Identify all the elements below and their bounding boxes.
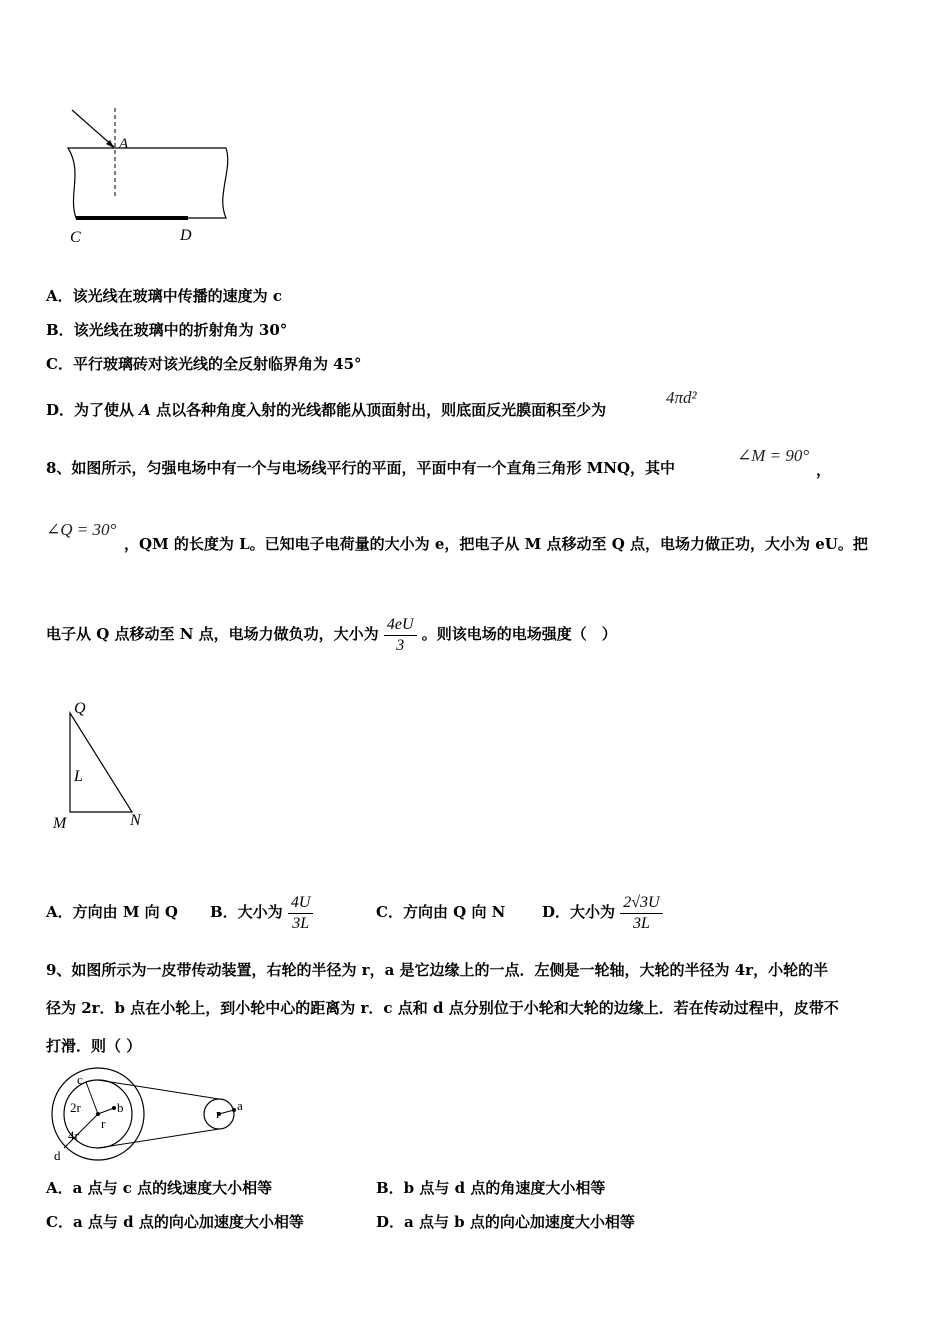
radius-b	[98, 1108, 114, 1114]
label-2r: 2r	[70, 1100, 81, 1115]
q7-option-d-formula: 4πd²	[666, 388, 697, 407]
q8-option-a[interactable]: A．方向由 M 向 Q	[46, 903, 178, 921]
q7-option-a[interactable]: A．该光线在玻璃中传播的速度为 c	[46, 287, 282, 305]
label-d: d	[54, 1148, 61, 1163]
q7-option-b[interactable]: B．该光线在玻璃中的折射角为 30°	[46, 321, 288, 339]
q7-option-c[interactable]: C．平行玻璃砖对该光线的全反射临界角为 45°	[46, 355, 362, 373]
work-fraction	[384, 615, 417, 656]
label-l: L	[74, 768, 83, 785]
option-d-den: 3L	[632, 914, 650, 932]
belt-top	[98, 1080, 219, 1099]
label-r-left: r	[101, 1116, 106, 1131]
q7-option-d-prefix: D．为了使从	[46, 401, 140, 419]
q8-option-d[interactable]	[542, 882, 663, 942]
option-b-num: 4U	[288, 893, 314, 914]
option-d-num: 2√3U	[620, 893, 662, 914]
label-m: M	[53, 815, 67, 832]
glass-slab-figure	[48, 100, 248, 250]
label-r-right: r	[216, 1106, 221, 1121]
belt-drive-figure	[44, 1064, 264, 1170]
q7-option-d-text: 点以各种角度入射的光线都能从顶面射出，则底面反光膜面积至少为	[150, 401, 607, 419]
label-a: A	[119, 136, 129, 152]
point-b	[112, 1106, 116, 1110]
label-c: c	[77, 1072, 83, 1087]
q8-stem-line3	[46, 608, 617, 660]
incident-ray	[72, 110, 114, 147]
label-4r: 4r	[68, 1128, 79, 1143]
q9-stem-line2: 径为 2r．b 点在小轮上，到小轮中心的距离为 r．c 点和 d 点分别位于小轮和大轮的边缘上．若在传动过程中，皮带不	[46, 999, 839, 1017]
label-n: N	[130, 812, 141, 829]
q8-stem-comma: ，	[816, 461, 832, 479]
option-d-fraction	[620, 893, 662, 934]
option-b-fraction	[288, 893, 314, 934]
label-c: C	[70, 229, 81, 246]
q7-option-d[interactable]	[46, 400, 606, 420]
point-a	[232, 1108, 236, 1112]
q9-option-b[interactable]: B．b 点与 d 点的角速度大小相等	[376, 1179, 606, 1197]
radius-a	[219, 1110, 234, 1114]
label-b: b	[117, 1100, 124, 1115]
q7-option-d-var: A	[139, 401, 151, 419]
q8-stem-line1: 8、如图所示，匀强电场中有一个与电场线平行的平面，平面中有一个直角三角形 MNQ，其中	[46, 459, 676, 477]
work-fraction-den: 3	[396, 636, 405, 654]
q9-stem-line1: 9、如图所示为一皮带传动装置，右轮的半径为 r，a 是它边缘上的一点．左侧是一轮轴，大轮的半径为 4r，小轮的半	[46, 961, 829, 979]
slab-outline	[68, 148, 228, 218]
q9-stem-line3: 打滑．则（ ）	[46, 1037, 142, 1055]
belt-bottom	[98, 1129, 219, 1148]
triangle-figure	[50, 695, 160, 835]
angle-m-formula: ∠M = 90°	[737, 446, 810, 465]
q8-option-d-prefix: D．大小为	[542, 903, 616, 921]
q8-stem-line3-post: 。则该电场的电场强度（ ）	[421, 625, 617, 643]
q8-option-b[interactable]	[210, 882, 313, 942]
work-fraction-num: 4eU	[384, 615, 417, 636]
q8-option-c[interactable]: C．方向由 Q 向 N	[376, 903, 506, 921]
q9-option-d[interactable]: D．a 点与 b 点的向心加速度大小相等	[376, 1213, 635, 1231]
label-d: D	[180, 227, 192, 244]
label-q: Q	[74, 700, 86, 717]
q9-option-c[interactable]: C．a 点与 d 点的向心加速度大小相等	[46, 1213, 304, 1231]
q8-stem-line2: ，QM 的长度为 L。已知电子电荷量的大小为 e，把电子从 M 点移动至 Q 点，电场力做正功，大小为 eU。把	[124, 535, 868, 553]
label-a: a	[237, 1098, 243, 1113]
radius-c	[86, 1082, 98, 1114]
option-b-den: 3L	[292, 914, 310, 932]
q8-stem-line3-pre: 电子从 Q 点移动至 N 点，电场力做负功，大小为	[46, 625, 379, 643]
triangle-mnq	[70, 713, 132, 812]
angle-q-formula: ∠Q = 30°	[46, 520, 117, 539]
center-left	[96, 1112, 100, 1116]
q8-option-b-prefix: B．大小为	[210, 903, 283, 921]
q9-option-a[interactable]: A．a 点与 c 点的线速度大小相等	[46, 1179, 273, 1197]
